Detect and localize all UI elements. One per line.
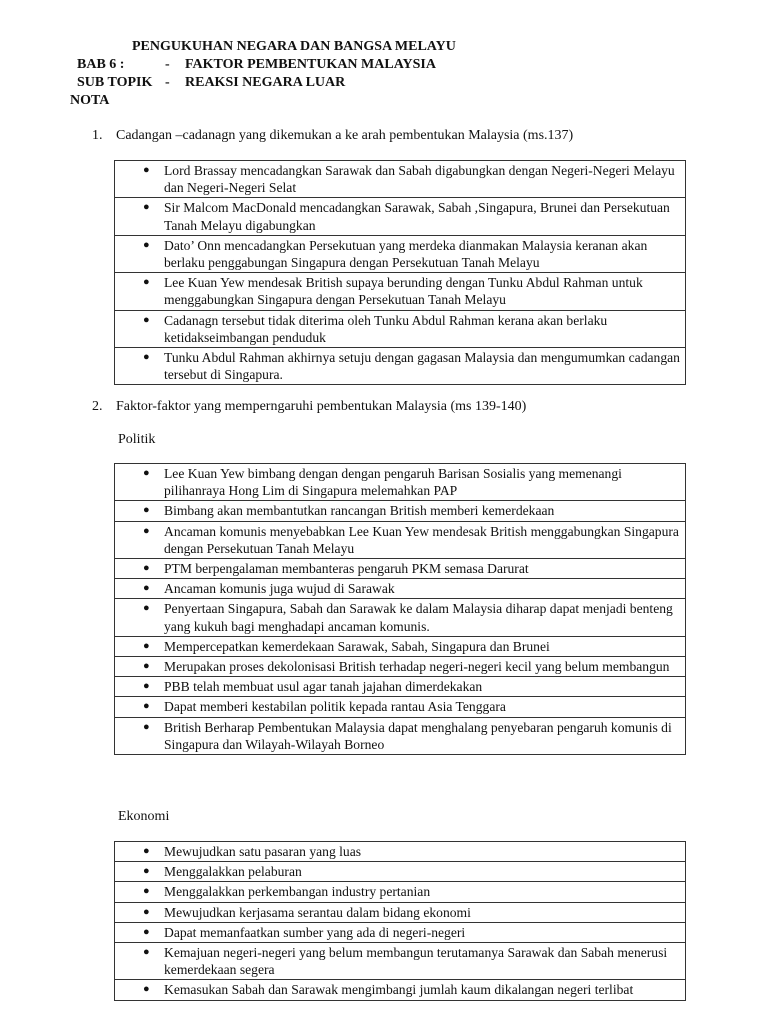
section-title: Faktor-faktor yang memperngaruhi pembentukan Malaysia (ms 139-140)	[116, 399, 527, 414]
chapter-title: PENGUKUHAN NEGARA DAN BANGSA MELAYU	[132, 39, 456, 54]
table-row	[115, 657, 686, 677]
bullet-icon: ●	[143, 276, 150, 289]
list-item-text: Lord Brassay mencadangkan Sarawak dan Sabah digabungkan dengan Negeri-Negeri Melayu dan Negeri-Negeri Selat	[164, 163, 675, 196]
table-row	[115, 697, 686, 717]
table-row	[115, 310, 686, 347]
bullet-icon: ●	[143, 720, 150, 733]
bullet-icon: ●	[143, 467, 150, 479]
bullet-icon: ●	[143, 865, 150, 878]
list-item	[115, 902, 686, 922]
table-row	[115, 677, 686, 697]
list-item	[115, 657, 686, 677]
table-row	[115, 842, 686, 862]
bullet-icon: ●	[143, 845, 150, 857]
nota-label: NOTA	[70, 93, 110, 108]
list-item	[115, 922, 686, 942]
ekonomi-factors-table	[114, 841, 686, 1001]
list-item-text: Mewujudkan satu pasaran yang luas	[164, 844, 362, 859]
list-item	[115, 579, 686, 599]
list-item	[115, 198, 686, 235]
list-item-text: Merupakan proses dekolonisasi British terhadap negeri-negeri kecil yang belum membangun	[164, 659, 670, 675]
list-item-text: Menggalakkan perkembangan industry pertanian	[164, 884, 431, 900]
section-2-heading	[92, 398, 527, 416]
ekonomi-label: Ekonomi	[118, 809, 170, 824]
list-item-text: Dapat memanfaatkan sumber yang ada di negeri-negeri	[164, 924, 466, 940]
list-item-text: Kemasukan Sabah dan Sarawak mengimbangi jumlah kaum dikalangan negeri terlibat	[164, 982, 634, 998]
list-item-text: Tunku Abdul Rahman akhirnya setuju dengan gagasan Malaysia dan mengumumkan cadangan tersebut di Singapura.	[164, 350, 680, 383]
list-item	[115, 717, 686, 754]
list-item	[115, 636, 686, 656]
list-item	[115, 464, 686, 501]
bullet-icon: ●	[143, 602, 150, 615]
list-item	[115, 521, 686, 558]
bullet-icon: ●	[143, 238, 150, 251]
bullet-icon: ●	[143, 201, 150, 214]
table-row	[115, 161, 686, 198]
table-row	[115, 922, 686, 942]
list-item-text: Kemajuan negeri-negeri yang belum membangun terutamanya Sarawak dan Sabah menerusi kemerdekaan segera	[164, 945, 668, 978]
politik-factors-table	[114, 463, 686, 755]
table-row	[115, 862, 686, 882]
list-item-text: Cadanagn tersebut tidak diterima oleh Tunku Abdul Rahman kerana akan berlaku ketidakseimbangan penduduk	[164, 312, 608, 345]
list-item-text: Sir Malcom MacDonald mencadangkan Sarawak, Sabah ,Singapura, Brunei dan Persekutuan Tanah Melayu digabungkan	[164, 200, 670, 233]
table-row	[115, 636, 686, 656]
list-item	[115, 697, 686, 717]
table-row	[115, 882, 686, 902]
table-row	[115, 501, 686, 521]
table-row	[115, 599, 686, 636]
list-item	[115, 559, 686, 579]
list-item	[115, 310, 686, 347]
list-item-text: Ancaman komunis juga wujud di Sarawak	[164, 581, 395, 597]
subtopic-title-2: REAKSI NEGARA LUAR	[185, 75, 346, 90]
table-row	[115, 464, 686, 501]
list-item	[115, 161, 686, 198]
section-number: 2.	[92, 399, 103, 414]
list-item	[115, 599, 686, 636]
list-item-text: Penyertaan Singapura, Sabah dan Sarawak ke dalam Malaysia diharap dapat menjadi benteng yang kukuh bagi menghadapi ancaman komunis.	[164, 601, 673, 634]
table-row	[115, 348, 686, 385]
list-item-text: Ancaman komunis menyebabkan Lee Kuan Yew mendesak British menggabungkan Singapura dengan Persekutuan Tanah Melayu	[164, 523, 679, 556]
list-item	[115, 235, 686, 272]
list-item	[115, 273, 686, 310]
list-item-text: Lee Kuan Yew bimbang dengan dengan pengaruh Barisan Sosialis yang memenangi pilihanraya Hong Lim di Singapura melemahkan PAP	[164, 466, 622, 499]
list-item	[115, 943, 686, 980]
list-item-text: Dato’ Onn mencadangkan Persekutuan yang merdeka dianmakan Malaysia keranan akan berlaku penggabungan Singapura dengan Persekutuan Tanah Melayu	[164, 237, 648, 271]
list-item	[115, 348, 686, 385]
list-item-text: PBB telah membuat usul agar tanah jajahan dimerdekakan	[164, 679, 483, 695]
list-item	[115, 501, 686, 521]
bullet-icon: ●	[143, 164, 150, 176]
table-row	[115, 235, 686, 272]
bullet-icon: ●	[143, 562, 150, 575]
politik-label: Politik	[118, 432, 156, 447]
proposals-table	[114, 160, 686, 385]
bullet-icon: ●	[143, 885, 150, 898]
list-item-text: British Berharap Pembentukan Malaysia dapat menghalang penyebaran pengaruh komunis di Singapura dan Wilayah-Wilayah Borneo	[164, 719, 672, 752]
table-row	[115, 902, 686, 922]
section-title: Cadangan –cadanagn yang dikemukan a ke arah pembentukan Malaysia (ms.137)	[116, 128, 574, 143]
list-item	[115, 677, 686, 697]
list-item	[115, 862, 686, 882]
bullet-icon: ●	[143, 700, 150, 713]
bullet-icon: ●	[143, 660, 150, 673]
list-item	[115, 882, 686, 902]
table-row	[115, 521, 686, 558]
chapter-label: BAB 6 :	[77, 57, 125, 72]
bullet-icon: ●	[143, 351, 150, 364]
table-row	[115, 717, 686, 754]
table-row	[115, 559, 686, 579]
list-item-text: Mewujudkan kerjasama serantau dalam bidang ekonomi	[164, 904, 471, 920]
subtopic-dash: -	[165, 57, 170, 72]
section-number: 1.	[92, 128, 103, 143]
bullet-icon: ●	[143, 983, 150, 996]
list-item	[115, 842, 686, 862]
list-item-text: Menggalakkan pelaburan	[164, 864, 302, 880]
bullet-icon: ●	[143, 524, 150, 537]
table-row	[115, 943, 686, 980]
bullet-icon: ●	[143, 946, 150, 959]
table-row	[115, 980, 686, 1000]
list-item	[115, 980, 686, 1000]
list-item-text: PTM berpengalaman membanteras pengaruh PKM semasa Darurat	[164, 561, 529, 577]
table-row	[115, 273, 686, 310]
section-1-heading	[92, 127, 574, 145]
subtopic-label: SUB TOPIK	[77, 75, 153, 90]
list-item-text: Bimbang akan membantutkan rancangan British memberi kemerdekaan	[164, 503, 555, 519]
list-item-text: Lee Kuan Yew mendesak British supaya berunding dengan Tunku Abdul Rahman untuk menggabungkan Singapura dengan Persekutuan Tanah Melayu	[164, 275, 643, 308]
bullet-icon: ●	[143, 905, 150, 918]
bullet-icon: ●	[143, 313, 150, 326]
bullet-icon: ●	[143, 925, 150, 938]
bullet-icon: ●	[143, 582, 150, 595]
table-row	[115, 579, 686, 599]
bullet-icon: ●	[143, 639, 150, 652]
subtopic-title-1: FAKTOR PEMBENTUKAN MALAYSIA	[185, 57, 436, 72]
list-item-text: Mempercepatkan kemerdekaan Sarawak, Sabah, Singapura dan Brunei	[164, 638, 550, 654]
table-row	[115, 198, 686, 235]
bullet-icon: ●	[143, 504, 150, 517]
list-item-text: Dapat memberi kestabilan politik kepada rantau Asia Tenggara	[164, 699, 506, 715]
bullet-icon: ●	[143, 680, 150, 693]
subtopic-dash: -	[165, 75, 170, 90]
